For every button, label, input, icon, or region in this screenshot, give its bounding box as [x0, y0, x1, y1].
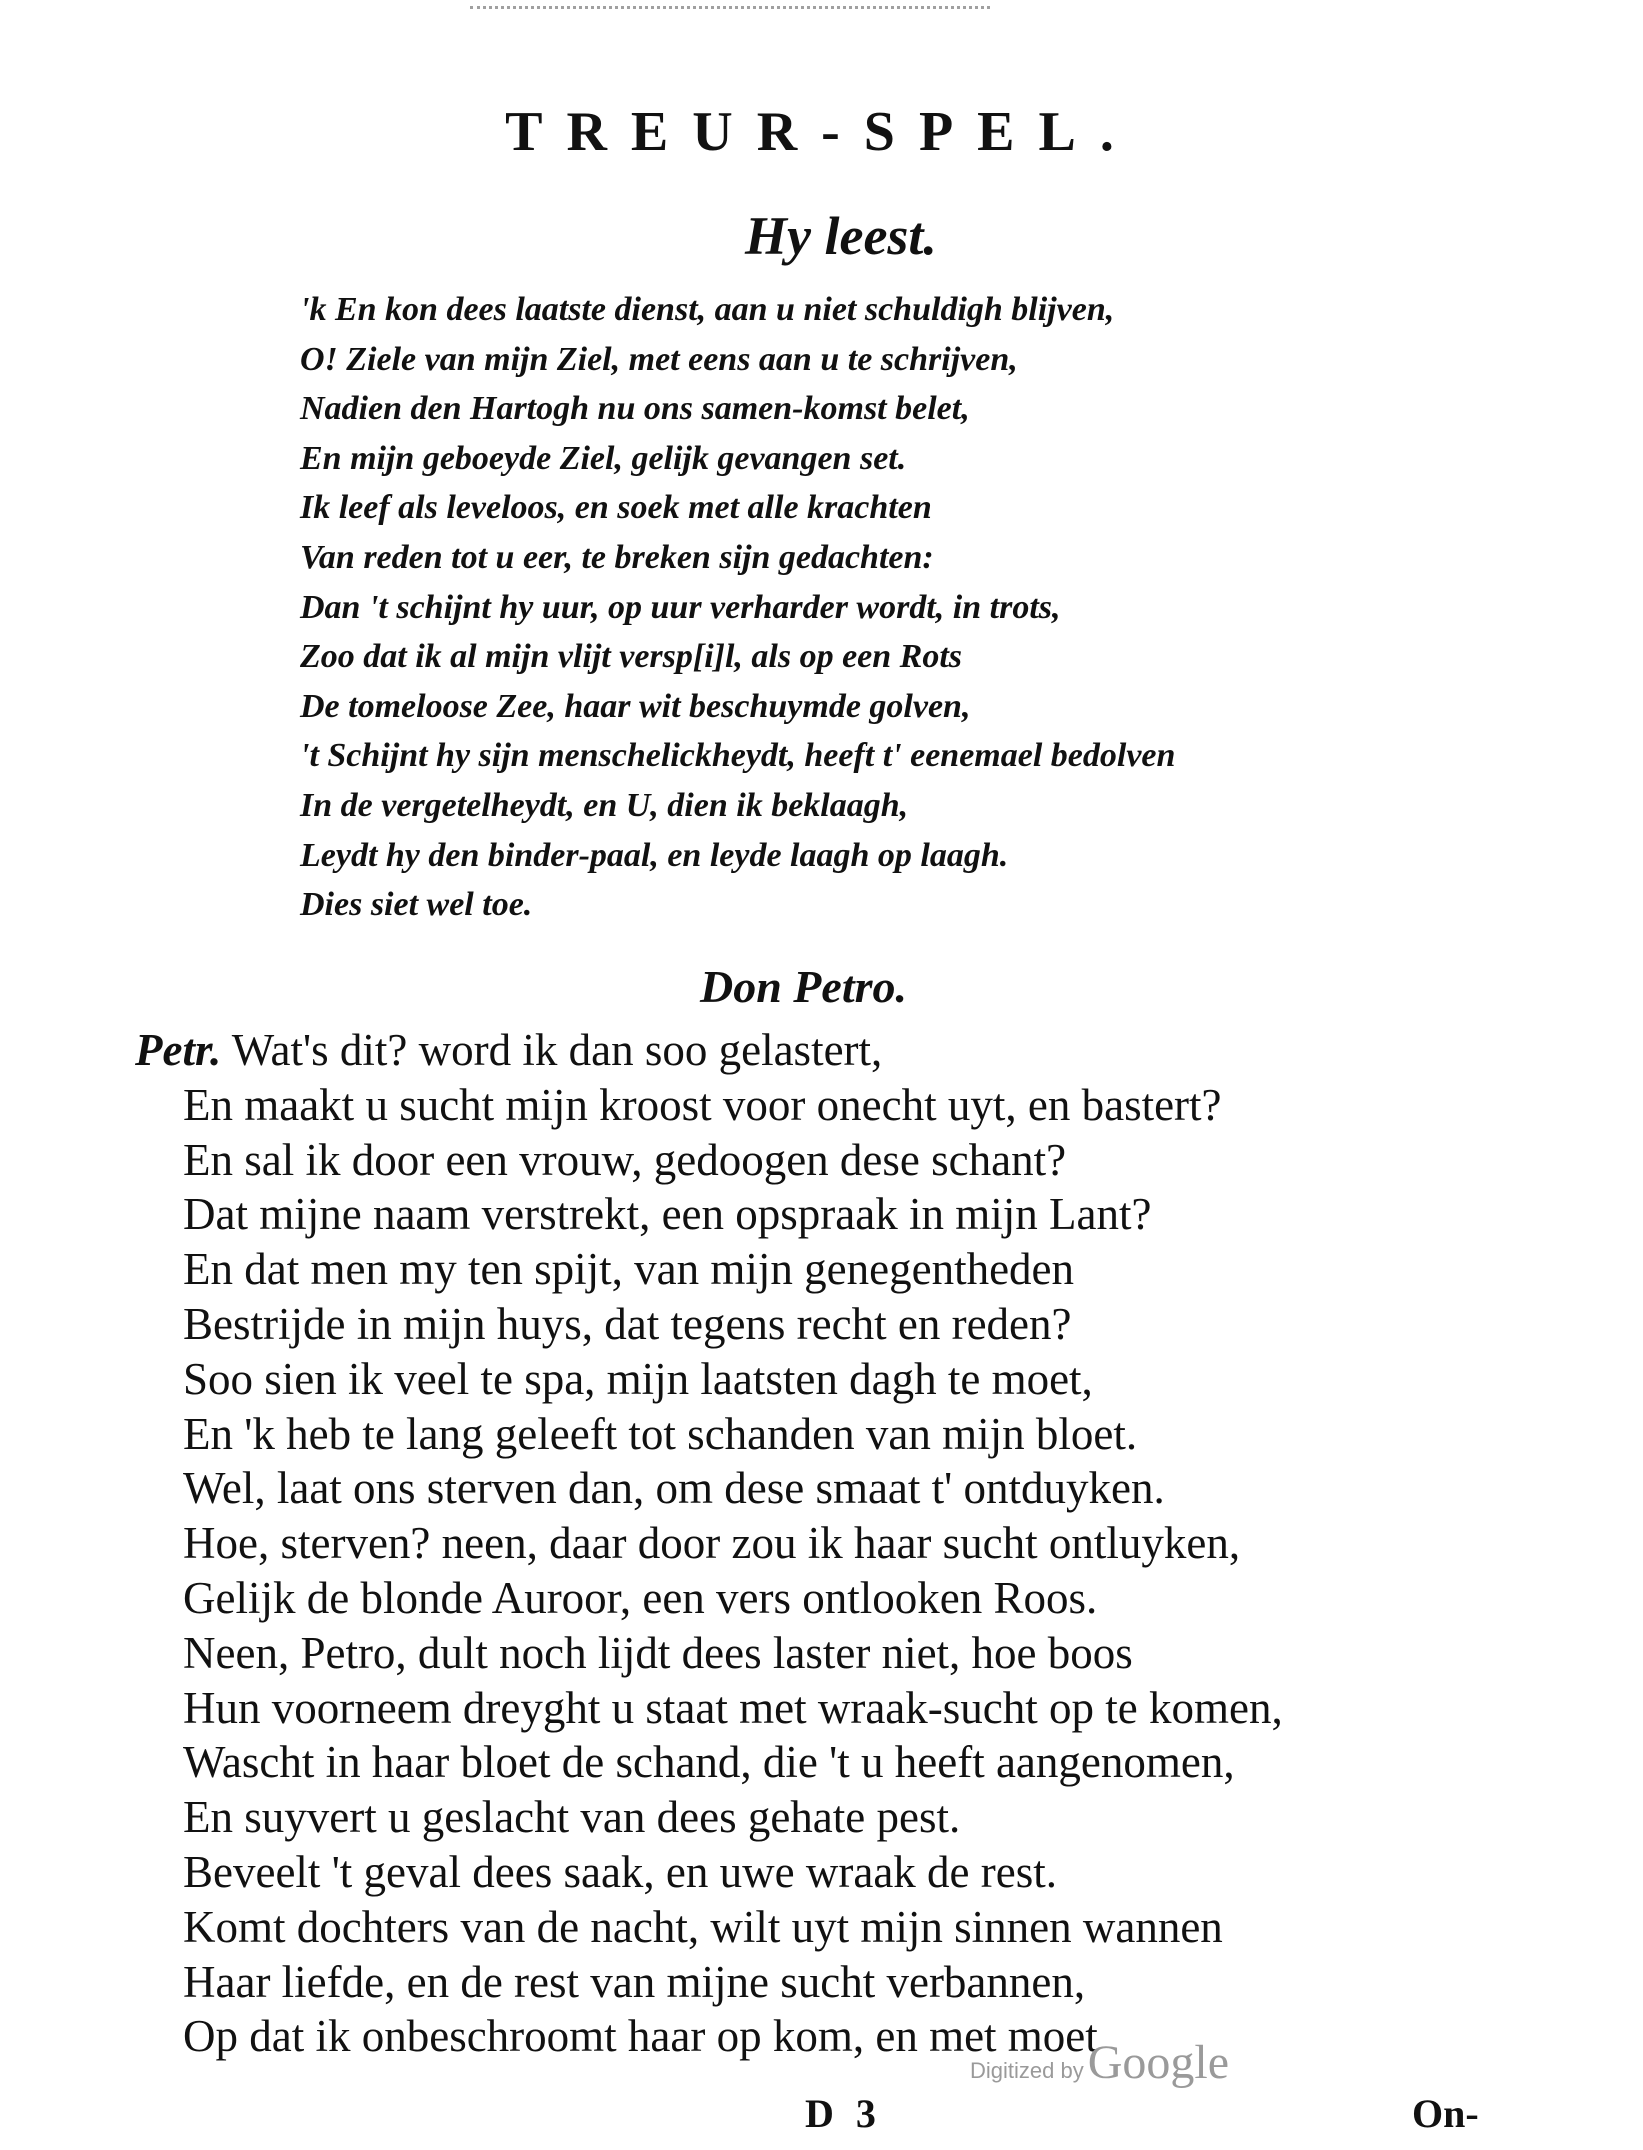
- verse-line: [135, 1023, 1283, 1078]
- watermark-brand: Google: [1087, 2036, 1230, 2089]
- top-edge-ornament: [470, 0, 990, 9]
- verse-line: Dat mijne naam verstrekt, een opspraak in mijn Lant?: [183, 1189, 1152, 1240]
- verse-line: En mijn geboeyde Ziel, gelijk gevangen set.: [300, 439, 907, 477]
- letter-text: [300, 285, 1175, 930]
- verse-line: En suyvert u geslacht van dees gehate pest.: [183, 1792, 961, 1843]
- verse-line: Dies siet wel toe.: [300, 886, 533, 924]
- verse-line: Zoo dat ik al mijn vlijt versp[i]l, als op een Rots: [300, 638, 963, 676]
- speech-text: [135, 1023, 1283, 2064]
- verse-line: Van reden tot u eer, te breken sijn gedachten:: [300, 538, 934, 576]
- verse-line: 't Schijnt hy sijn menschelickheydt, heeft t' eenemael bedolven: [300, 737, 1176, 775]
- verse-line: Hun voorneem dreyght u staat met wraak-sucht op te komen,: [183, 1682, 1283, 1733]
- catchword: On-: [1412, 2091, 1479, 2136]
- verse-line: Haar liefde, en de rest van mijne sucht verbannen,: [183, 1956, 1086, 2007]
- verse-line: Beveelt 't geval dees saak, en uwe wraak de rest.: [183, 1846, 1057, 1897]
- verse-line: En 'k heb te lang geleeft tot schanden van mijn bloet.: [183, 1408, 1138, 1459]
- signature-mark: D 3: [805, 2091, 882, 2136]
- verse-line: Bestrijde in mijn huys, dat tegens recht en reden?: [183, 1298, 1072, 1349]
- verse-line: Soo sien ik veel te spa, mijn laatsten dagh te moet,: [183, 1353, 1093, 1404]
- verse-line: Neen, Petro, dult noch lijdt dees laster niet, hoe boos: [183, 1627, 1133, 1678]
- stage-direction-heading: Hy leest.: [745, 206, 937, 266]
- verse-line: Leydt hy den binder-paal, en leyde laagh op laagh.: [300, 836, 1009, 874]
- verse-line: En dat men my ten spijt, van mijn genegentheden: [183, 1244, 1075, 1295]
- verse-line: De tomeloose Zee, haar wit beschuymde golven,: [300, 687, 971, 725]
- verse-line: Wel, laat ons sterven dan, om dese smaat t' ontduyken.: [183, 1463, 1165, 1514]
- watermark-prefix: Digitized by: [970, 2058, 1084, 2083]
- verse-line: Ik leef als leveloos, en soek met alle krachten: [300, 489, 932, 527]
- verse-line: En sal ik door een vrouw, gedoogen dese schant?: [183, 1134, 1067, 1185]
- verse-line: Op dat ik onbeschroomt haar op kom, en met moet: [183, 2011, 1098, 2062]
- running-title: TREUR-SPEL.: [505, 101, 1138, 163]
- verse-line: Wascht in haar bloet de schand, die 't u heeft aangenomen,: [183, 1737, 1235, 1788]
- verse-line: 'k En kon dees laatste dienst, aan u niet schuldigh blijven,: [300, 291, 1115, 328]
- verse-line: O! Ziele van mijn Ziel, met eens aan u te schrijven,: [300, 340, 1018, 378]
- verse-line: Nadien den Hartogh nu ons samen-komst belet,: [300, 390, 970, 428]
- verse-line: Gelijk de blonde Auroor, een vers ontlooken Roos.: [183, 1572, 1098, 1623]
- verse-line: Komt dochters van de nacht, wilt uyt mijn sinnen wannen: [183, 1901, 1223, 1952]
- speaker-heading: Don Petro.: [700, 961, 907, 1012]
- speaker-label: Petr.: [135, 1025, 222, 1075]
- digitization-watermark: [970, 2035, 1229, 2090]
- verse-line: Hoe, sterven? neen, daar door zou ik haar sucht ontluyken,: [183, 1518, 1241, 1569]
- verse-text: Wat's dit? word ik dan soo gelastert,: [231, 1025, 883, 1075]
- verse-line: En maakt u sucht mijn kroost voor onecht uyt, en bastert?: [183, 1079, 1222, 1130]
- verse-line: Dan 't schijnt hy uur, op uur verharder wordt, in trots,: [300, 588, 1061, 626]
- verse-line: In de vergetelheydt, en U, dien ik beklaagh,: [300, 786, 909, 824]
